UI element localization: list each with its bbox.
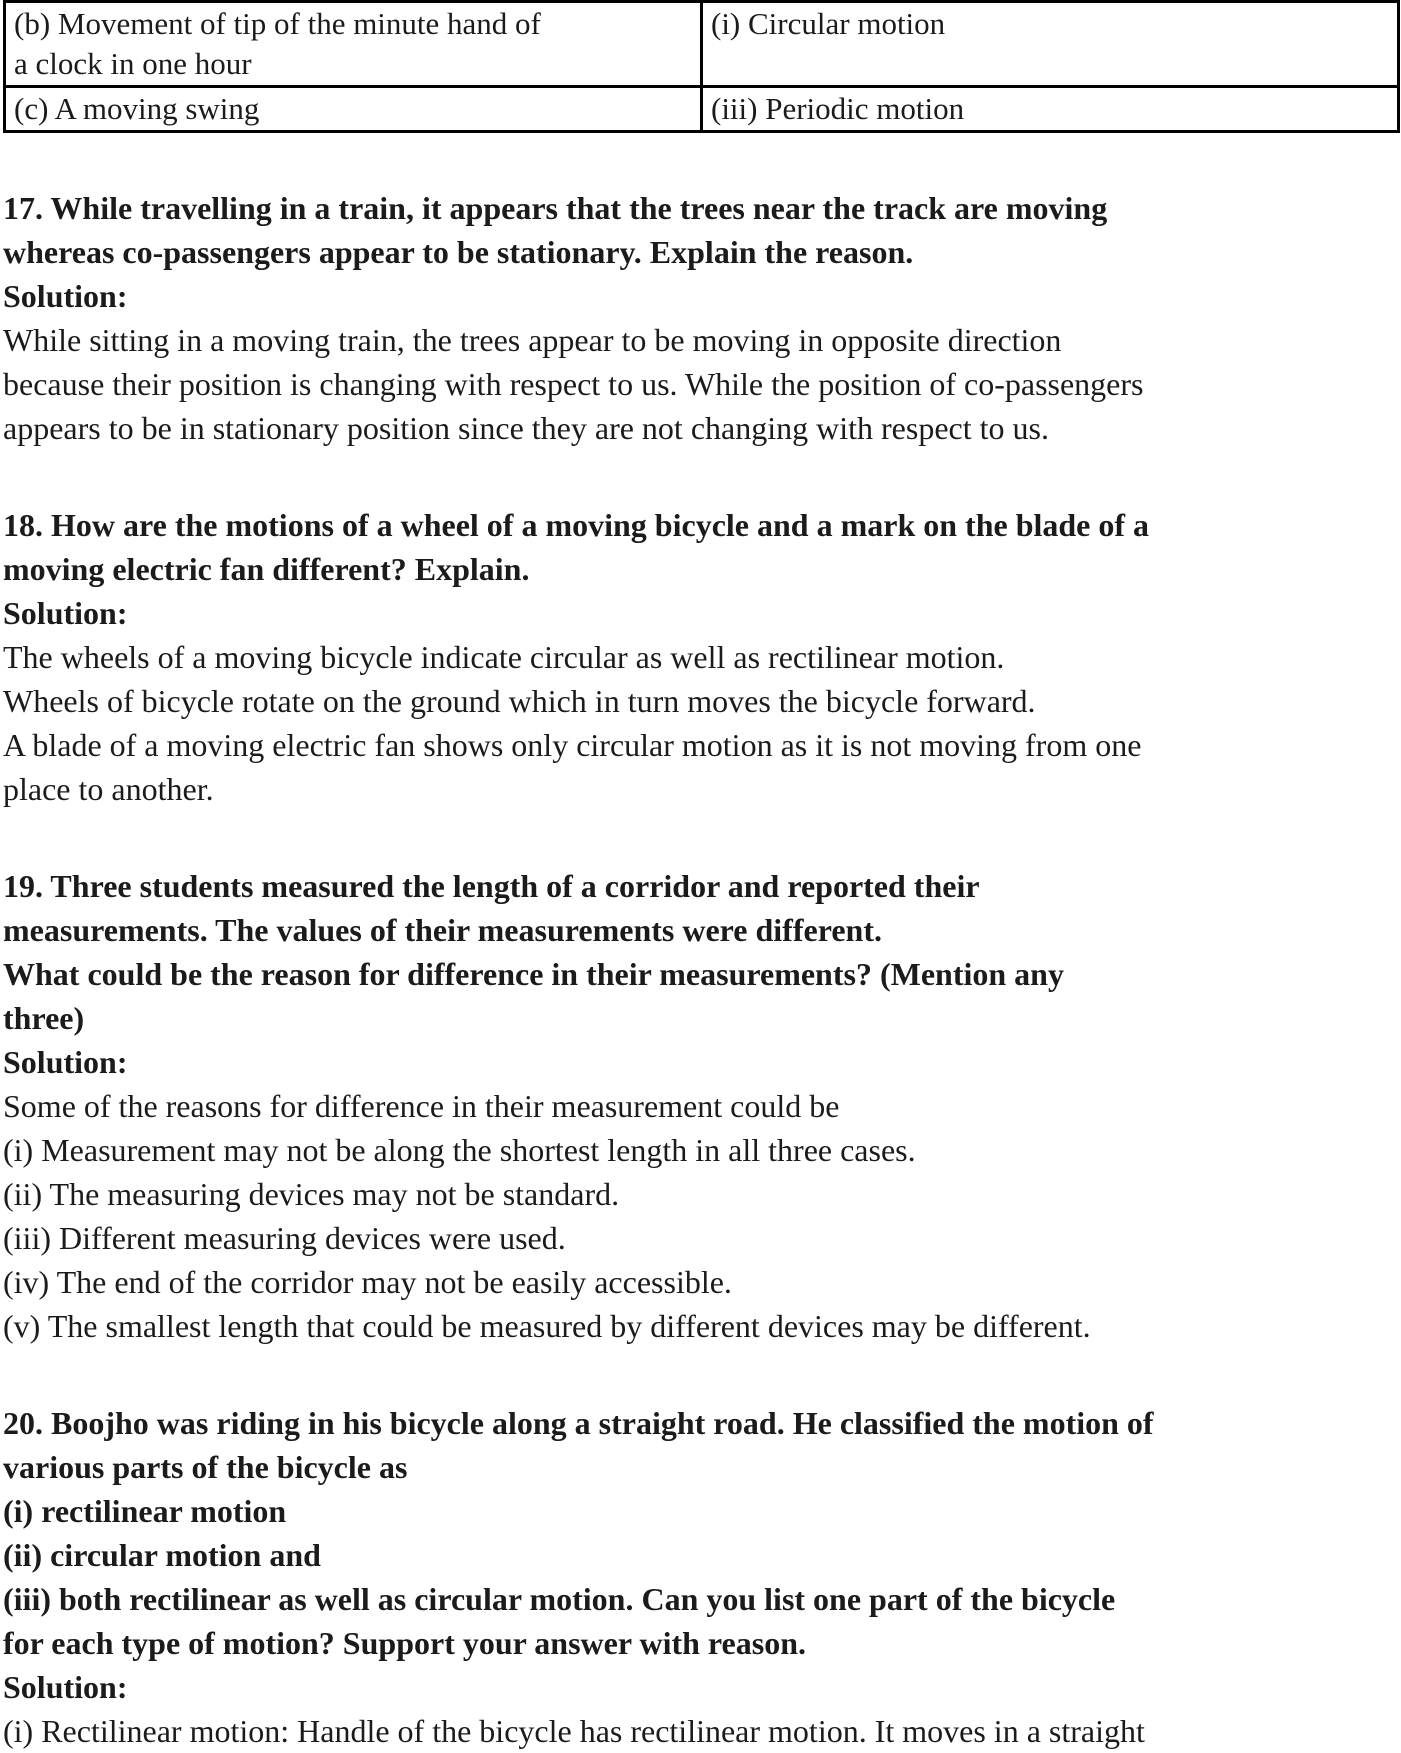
match-cell — [702, 2, 1399, 87]
question-section-17 — [3, 186, 1401, 450]
item-cell — [5, 87, 702, 132]
question-line: moving electric fan different? Explain. — [3, 551, 530, 587]
match-table — [3, 0, 1400, 133]
answer-line: The wheels of a moving bicycle indicate circular as well as rectilinear motion. — [3, 639, 1005, 675]
answer-line: Some of the reasons for difference in their measurement could be — [3, 1088, 840, 1124]
match-line: (i) Circular motion — [711, 6, 946, 41]
table-row — [5, 2, 1399, 87]
question-line: various parts of the bicycle as — [3, 1449, 408, 1485]
question-line: (i) rectilinear motion — [3, 1493, 287, 1529]
question-line: whereas co-passengers appear to be stationary. Explain the reason. — [3, 234, 914, 270]
question-line: 17. While travelling in a train, it appears that the trees near the track are moving — [3, 190, 1108, 226]
solution-label: Solution: — [3, 1669, 128, 1705]
solution-label: Solution: — [3, 595, 128, 631]
answer-line: because their position is changing with respect to us. While the position of co-passengers — [3, 366, 1144, 402]
question-line: 20. Boojho was riding in his bicycle along a straight road. He classified the motion of — [3, 1405, 1154, 1441]
table-row — [5, 87, 1399, 132]
question-line: What could be the reason for difference in their measurements? (Mention any — [3, 956, 1064, 992]
answer-line: Wheels of bicycle rotate on the ground which in turn moves the bicycle forward. — [3, 683, 1036, 719]
question-line: 19. Three students measured the length of a corridor and reported their — [3, 868, 980, 904]
question-section-19 — [3, 864, 1401, 1348]
answer-line: (v) The smallest length that could be measured by different devices may be different. — [3, 1308, 1091, 1344]
question-section-18 — [3, 503, 1401, 811]
question-line: 18. How are the motions of a wheel of a moving bicycle and a mark on the blade of a — [3, 507, 1150, 543]
answer-line: (i) Rectilinear motion: Handle of the bicycle has rectilinear motion. It moves in a straight — [3, 1713, 1145, 1749]
answer-line: (i) Measurement may not be along the shortest length in all three cases. — [3, 1132, 916, 1168]
question-line: (ii) circular motion and — [3, 1537, 321, 1573]
match-cell — [702, 87, 1399, 132]
answer-line: appears to be in stationary position since they are not changing with respect to us. — [3, 410, 1049, 446]
solution-label: Solution: — [3, 1044, 128, 1080]
question-line: three) — [3, 1000, 85, 1036]
answer-line: (iii) Different measuring devices were used. — [3, 1220, 566, 1256]
question-section-20 — [3, 1401, 1401, 1753]
item-line: (b) Movement of tip of the minute hand of — [14, 6, 541, 41]
answer-line: While sitting in a moving train, the trees appear to be moving in opposite direction — [3, 322, 1062, 358]
answer-line: A blade of a moving electric fan shows only circular motion as it is not moving from one — [3, 727, 1142, 763]
answer-line: (iv) The end of the corridor may not be easily accessible. — [3, 1264, 732, 1300]
answer-line: (ii) The measuring devices may not be standard. — [3, 1176, 620, 1212]
question-line: (iii) both rectilinear as well as circular motion. Can you list one part of the bicycle — [3, 1581, 1116, 1617]
item-line: (c) A moving swing — [14, 91, 260, 126]
match-line: (iii) Periodic motion — [711, 91, 965, 126]
item-line: a clock in one hour — [14, 46, 252, 81]
question-line: for each type of motion? Support your answer with reason. — [3, 1625, 806, 1661]
question-line: measurements. The values of their measurements were different. — [3, 912, 882, 948]
answer-line: place to another. — [3, 771, 214, 807]
item-cell — [5, 2, 702, 87]
solution-label: Solution: — [3, 278, 128, 314]
